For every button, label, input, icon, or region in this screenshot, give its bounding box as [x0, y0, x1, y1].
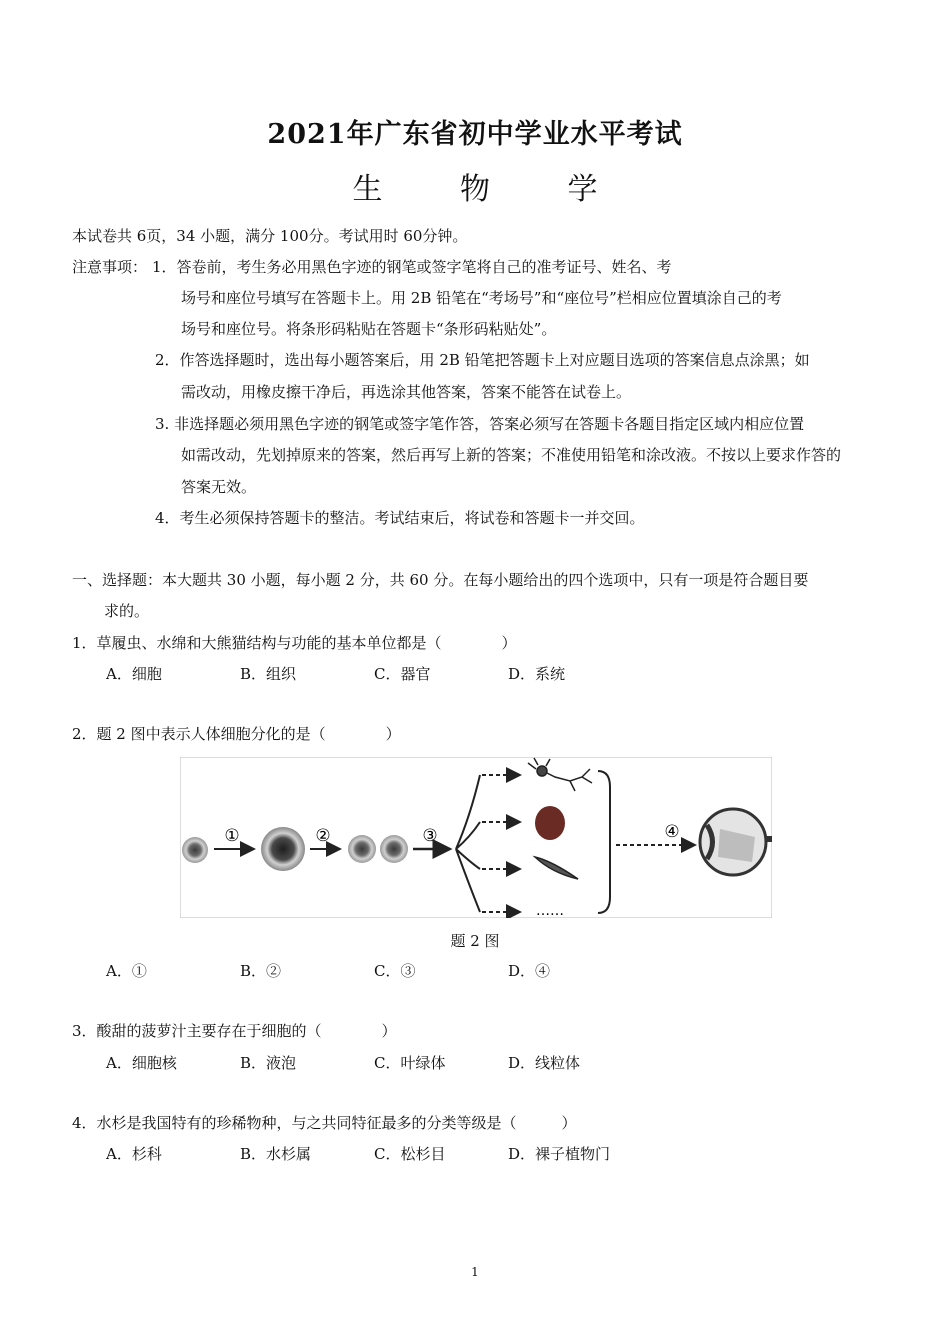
label-step-2: ② [315, 826, 331, 846]
intro-text: 本试卷共 6页，34 小题，满分 100分。考试用时 60分钟。 [72, 227, 468, 245]
option-b: B．组织 [240, 665, 297, 683]
question-stem: 4．水杉是我国特有的珍稀物种，与之共同特征最多的分类等级是（ ） [72, 1114, 577, 1132]
option-c: C．叶绿体 [374, 1054, 446, 1072]
option-d: D．④ [508, 962, 551, 980]
figure-caption: 题 2 图 [450, 932, 500, 950]
section-heading-cont: 求的。 [104, 602, 150, 620]
option-d: D．裸子植物门 [508, 1145, 611, 1163]
option-b: B．水杉属 [240, 1145, 312, 1163]
question-stem: 3．酸甜的菠萝汁主要存在于细胞的（ ） [72, 1022, 397, 1040]
page-number: 1 [471, 1265, 479, 1279]
red-cell [535, 806, 565, 840]
cell-2 [261, 827, 305, 871]
option-c: C．松杉目 [374, 1145, 446, 1163]
cell-1 [182, 837, 208, 863]
figure-diagram [180, 757, 772, 918]
question-stem: 2．题 2 图中表示人体细胞分化的是（ ） [72, 725, 401, 743]
option-b: B．② [240, 962, 282, 980]
label-step-3: ③ [422, 826, 438, 846]
exam-title: 2021年广东省初中学业水平考试 [267, 119, 683, 150]
note-line: 如需改动，先划掉原来的答案，然后再写上新的答案；不准使用铅笔和涂改液。不按以上要求作答的 [181, 446, 842, 464]
option-b: B．液泡 [240, 1054, 297, 1072]
cell-differentiation-figure [180, 757, 772, 918]
note-line: 答案无效。 [181, 478, 257, 496]
option-c: C．③ [374, 962, 416, 980]
cell-3b [380, 835, 408, 863]
note-line: 场号和座位号填写在答题卡上。用 2B 铅笔在“考场号”和“座位号”栏相应位置填涂自己的考 [181, 289, 782, 307]
option-d: D．系统 [508, 665, 566, 683]
label-step-1: ① [224, 826, 240, 846]
note-line: 需改动，用橡皮擦干净后，再选涂其他答案，答案不能答在试卷上。 [181, 383, 632, 401]
question-stem: 1．草履虫、水绵和大熊猫结构与功能的基本单位都是（ ） [72, 634, 517, 652]
label-ellipsis: …… [536, 903, 564, 918]
option-a: A．杉科 [106, 1145, 162, 1163]
cell-3a [348, 835, 376, 863]
option-a: A．① [106, 962, 147, 980]
note-line: 4．考生必须保持答题卡的整洁。考试结束后，将试卷和答题卡一并交回。 [155, 509, 645, 527]
option-d: D．线粒体 [508, 1054, 581, 1072]
note-line: 2．作答选择题时，选出每小题答案后，用 2B 铅笔把答题卡上对应题目选项的答案信息点涂黑；如 [155, 351, 810, 369]
option-c: C．器官 [374, 665, 431, 683]
note-line: 1．答卷前，考生务必用黑色字迹的钢笔或签字笔将自己的准考证号、姓名、考 [152, 258, 672, 276]
notes-label: 注意事项： [72, 258, 148, 276]
label-step-4: ④ [664, 822, 680, 842]
subject-title: 生 物 学 [352, 172, 632, 207]
note-line: 场号和座位号。将条形码粘贴在答题卡“条形码粘贴处”。 [181, 320, 557, 338]
section-heading: 一、选择题：本大题共 30 小题，每小题 2 分，共 60 分。在每小题给出的四个选项中，只有一项是符合题目要 [72, 571, 809, 589]
option-a: A．细胞 [106, 665, 162, 683]
option-a: A．细胞核 [106, 1054, 177, 1072]
note-line: 3. 非选择题必须用黑色字迹的钢笔或签字笔作答，答案必须写在答题卡各题目指定区域内相应位置 [155, 415, 805, 433]
